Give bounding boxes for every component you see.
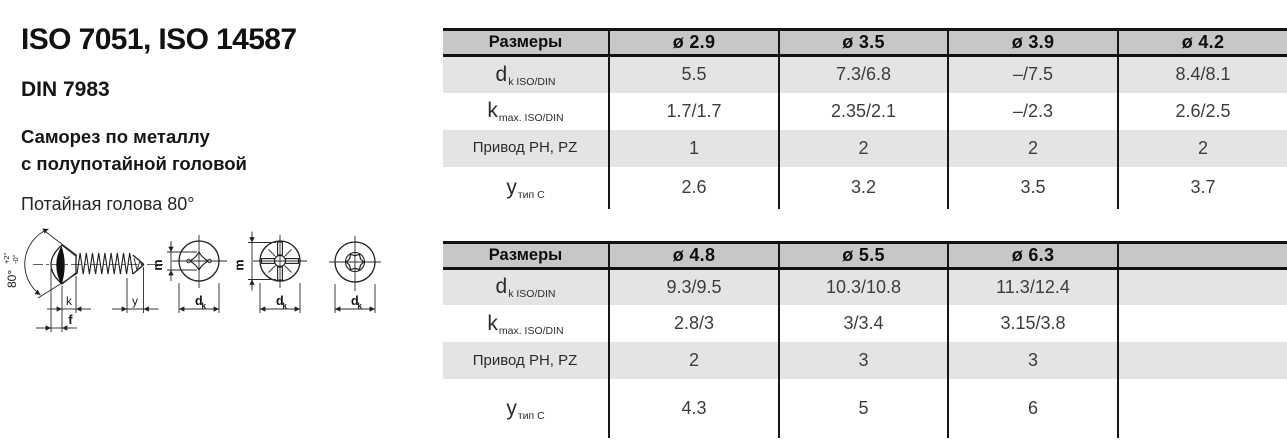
- spec-tables-region: [443, 0, 1287, 438]
- table-cell: 2.8/3: [609, 305, 779, 342]
- din-subtitle: DIN 7983: [21, 78, 110, 101]
- row-label: $d_{k ISO/DIN}$: [495, 275, 556, 301]
- dimension-label-dk: d: [351, 294, 359, 308]
- table-cell: 3.7: [1118, 167, 1287, 209]
- table-cell: 3.2: [779, 167, 948, 209]
- row-label: Привод PH, PZ: [472, 139, 578, 156]
- svg-text:-0°: -0°: [11, 254, 20, 264]
- svg-text:k: k: [201, 301, 206, 311]
- table-row: [443, 167, 1287, 209]
- table-cell: 10.3/10.8: [779, 268, 948, 305]
- table-cell: 3.15/3.8: [948, 305, 1118, 342]
- table-cell: 3.5: [948, 167, 1118, 209]
- dimension-label-m: m: [232, 259, 247, 271]
- table-cell: 2: [609, 342, 779, 379]
- page-title: ISO 7051, ISO 14587: [21, 23, 297, 56]
- description-line-1: Саморез по металлу: [21, 126, 210, 147]
- phillips-recess-view: [151, 235, 227, 313]
- table-cell: 2.35/2.1: [779, 93, 948, 130]
- table-cell: 2.6: [609, 167, 779, 209]
- table-cell: 3/3.4: [779, 305, 948, 342]
- pozidriv-recess-view: [233, 232, 308, 314]
- row-label: $y_{тип C}$: [506, 175, 545, 201]
- table-row: [443, 342, 1287, 379]
- table-cell: 8.4/8.1: [1118, 56, 1287, 93]
- dimension-label-dk: d: [195, 294, 203, 308]
- column-header: ø 4.8: [609, 242, 779, 268]
- product-description: [21, 123, 431, 177]
- column-header: ø 3.9: [948, 30, 1118, 56]
- svg-text:80°: 80°: [5, 269, 19, 288]
- dimension-label-f: f: [68, 313, 73, 327]
- table-header-row: [443, 242, 1287, 268]
- table-row: [443, 379, 1287, 438]
- left-panel: [21, 0, 431, 215]
- svg-text:k: k: [357, 301, 362, 311]
- column-header: ø 3.5: [779, 30, 948, 56]
- angle-label: [2, 252, 20, 288]
- table-cell: 2: [948, 130, 1118, 167]
- table-row: [443, 93, 1287, 130]
- table-cell: 2: [779, 130, 948, 167]
- row-label: $d_{k ISO/DIN}$: [495, 62, 556, 88]
- table-cell: 2: [1118, 130, 1287, 167]
- table-row: [443, 130, 1287, 167]
- dimension-label-m: m: [151, 259, 165, 271]
- table-header-row: [443, 30, 1287, 56]
- column-header: ø 2.9: [609, 30, 779, 56]
- dimension-label-y: y: [132, 294, 138, 308]
- table-cell: 11.3/12.4: [948, 268, 1118, 305]
- svg-text:k: k: [282, 301, 287, 311]
- table-cell: 1.7/1.7: [609, 93, 779, 130]
- table-cell: 3: [779, 342, 948, 379]
- table-cell: 5.5: [609, 56, 779, 93]
- row-label: Привод PH, PZ: [472, 351, 578, 369]
- table-cell: 1: [609, 130, 779, 167]
- head-type-note: Потайная голова 80°: [21, 194, 195, 214]
- table-cell: 3: [948, 342, 1118, 379]
- dimension-label-k: k: [66, 294, 72, 308]
- screw-side-view: [2, 229, 163, 332]
- svg-text:+2°: +2°: [2, 252, 11, 264]
- column-header: [1118, 242, 1287, 268]
- table-cell: 7.3/6.8: [779, 56, 948, 93]
- table-cell: [1118, 342, 1287, 379]
- column-header: Размеры: [443, 30, 609, 56]
- table-cell: 6: [948, 379, 1118, 438]
- table-row: [443, 305, 1287, 342]
- table-row: [443, 268, 1287, 305]
- table-cell: 5: [779, 379, 948, 438]
- table-cell: –/7.5: [948, 56, 1118, 93]
- column-header: ø 5.5: [779, 242, 948, 268]
- table-cell: 4.3: [609, 379, 779, 438]
- column-header: Размеры: [443, 242, 609, 268]
- row-label: $k_{max. ISO/DIN}$: [487, 99, 564, 124]
- table-cell: 2.6/2.5: [1118, 93, 1287, 130]
- dimension-label-dk: d: [276, 294, 284, 308]
- screw-technical-drawing: [0, 225, 440, 371]
- row-label: $y_{тип C}$: [506, 396, 545, 422]
- table-cell: [1118, 379, 1287, 438]
- spec-table-2: [443, 241, 1287, 439]
- column-header: ø 4.2: [1118, 30, 1287, 56]
- spec-table-1: [443, 28, 1287, 209]
- column-header: ø 6.3: [948, 242, 1118, 268]
- table-cell: [1118, 268, 1287, 305]
- table-cell: –/2.3: [948, 93, 1118, 130]
- table-cell: [1118, 305, 1287, 342]
- description-line-2: с полупотайной головой: [21, 153, 247, 174]
- row-label: $k_{max. ISO/DIN}$: [487, 311, 564, 337]
- torx-recess-view: [329, 236, 381, 313]
- angle-arc: [25, 229, 49, 295]
- table-row: [443, 56, 1287, 93]
- table-cell: 9.3/9.5: [609, 268, 779, 305]
